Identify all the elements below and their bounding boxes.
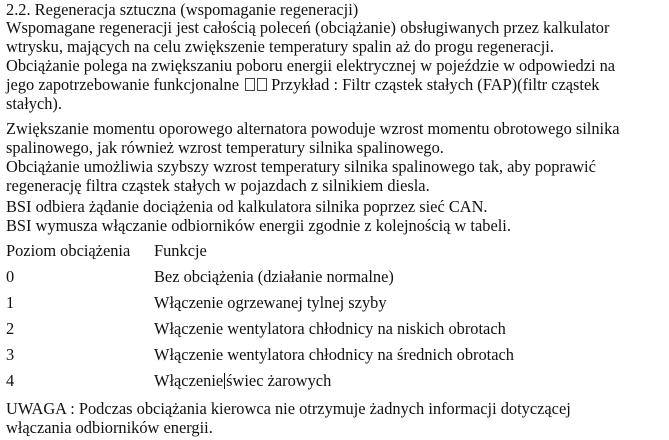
table-cell-function-text-b: świec żarowych (226, 371, 332, 390)
paragraph-4-line-2: regenerację filtra cząstek stałych w pojazdach z silnikiem diesla. (6, 176, 430, 195)
paragraph-2-line-2-text-b: Przykład : Filtr cząstek stałych (FAP)(filtr cząstek (267, 75, 600, 94)
missing-glyph-icon (243, 75, 267, 94)
paragraph-2-line-3: stałych). (6, 94, 62, 113)
table-header-functions: Funkcje (154, 241, 207, 260)
paragraph-3-line-1: Zwiększanie momentu oporowego alternatora powoduje wzrost momentu obrotowego silnika (6, 119, 620, 138)
paragraph-3-line-2: spalinowego, jak również wzrost temperatury silnika spalinowego. (6, 138, 444, 157)
paragraph-5: BSI odbiera żądanie dociążenia od kalkulatora silnika poprzez sieć CAN. (6, 197, 488, 216)
paragraph-2-line-2 (6, 76, 599, 94)
note-line-2: włączania odbiorników energii. (6, 418, 213, 437)
table-cell-function (154, 372, 331, 390)
paragraph-2-line-2-text-a: jego zapotrzebowanie funkcjonalne (6, 75, 240, 94)
paragraph-4-line-1: Obciążanie umożliwia szybszy wzrost temperatury silnika spalinowego tak, aby poprawić (6, 157, 596, 176)
table-cell-level: 3 (6, 345, 15, 364)
table-cell-level: 1 (6, 293, 15, 312)
table-cell-level: 0 (6, 267, 15, 286)
table-cell-function-text-a: Włączenie (154, 371, 224, 390)
table-cell-function: Włączenie wentylatora chłodnicy na średnich obrotach (154, 345, 514, 364)
paragraph-1-line-1: Wspomagane regeneracji jest całością poleceń (obciążanie) obsługiwanych przez kalkulator (6, 18, 610, 37)
text-cursor (224, 373, 225, 389)
table-cell-level: 2 (6, 319, 15, 338)
table-cell-level: 4 (6, 371, 15, 390)
section-heading: 2.2. Regeneracja sztuczna (wspomaganie regeneracji) (6, 0, 359, 19)
table-cell-function: Włączenie ogrzewanej tylnej szyby (154, 293, 387, 312)
table-header-level: Poziom obciążenia (6, 241, 131, 260)
paragraph-6: BSI wymusza włączanie odbiorników energii zgodnie z kolejnością w tabeli. (6, 216, 511, 235)
paragraph-2-line-1: Obciążanie polega na zwiększaniu poboru energii elektrycznej w pojeździe w odpowiedzi na (6, 56, 616, 75)
table-cell-function: Bez obciążenia (działanie normalne) (154, 267, 394, 286)
table-cell-function: Włączenie wentylatora chłodnicy na niskich obrotach (154, 319, 506, 338)
note-line-1: UWAGA : Podczas obciążania kierowca nie otrzymuje żadnych informacji dotyczącej (6, 399, 571, 418)
paragraph-1-line-2: wtrysku, mających na celu zwiększenie temperatury spalin aż do progu regeneracji. (6, 37, 554, 56)
